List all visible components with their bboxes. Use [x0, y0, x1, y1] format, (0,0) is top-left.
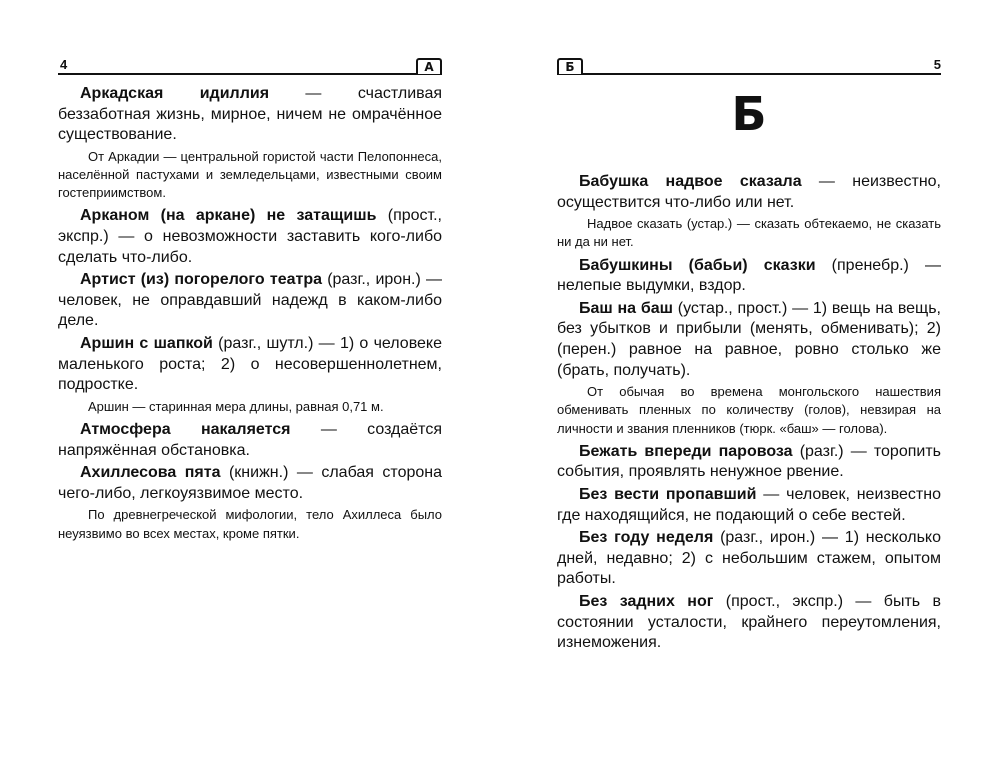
entry-term: Арканом (на аркане) не затащишь: [80, 207, 377, 225]
alphabet-tab: А: [416, 58, 442, 74]
entry-definition: — создаётся напряжённая обстановка.: [58, 420, 442, 459]
left-page: [58, 0, 442, 781]
header-rule: [557, 73, 941, 75]
dictionary-entry: [557, 442, 941, 483]
dictionary-entry: [557, 299, 941, 381]
entry-definition: (разг., ирон.) — человек, не оправдавший надежд в каком-либо деле.: [58, 271, 443, 330]
entry-term: Баш на баш: [579, 299, 673, 317]
dictionary-entry: [557, 528, 941, 590]
entry-definition: (пренебр.) — нелепые выдумки, вздор.: [557, 256, 941, 295]
entry-definition: (разг.) — торопить события, проявлять ненужное рвение.: [557, 442, 941, 481]
entry-term: Без году неделя: [579, 529, 714, 547]
entries-list: [557, 172, 941, 656]
dictionary-entry: [557, 256, 941, 297]
alphabet-tab: Б: [557, 58, 583, 74]
entry-definition: (книжн.) — слабая сторона чего-либо, легкоуязвимое место.: [58, 464, 442, 502]
entry-definition: — неизвестно, осуществится что-либо или нет.: [557, 173, 941, 211]
dictionary-entry: [58, 463, 442, 504]
header-rule: [58, 73, 442, 75]
dictionary-entry: [557, 485, 941, 526]
entry-term: Бежать впереди паровоза: [579, 442, 793, 460]
dictionary-entry: [58, 334, 442, 396]
entry-definition: (устар., прост.) — 1) вещь на вещь, без убытков и прибыли (менять, обменивать); 2) (перен.) равное на равное, ровно столько же (брать, получать).: [557, 299, 941, 379]
entry-definition: — человек, неизвестно где находящийся, не подающий о себе вестей.: [557, 485, 941, 524]
entry-term: Атмосфера накаляется: [80, 420, 291, 438]
entry-term: Бабушкины (бабьи) сказки: [579, 256, 816, 274]
entry-term: Бабушка надвое сказала: [579, 173, 802, 190]
page-header: [58, 58, 442, 74]
entry-definition: (прост., экспр.) — быть в состоянии усталости, крайнего переутомления, изнеможения.: [557, 592, 942, 652]
dictionary-entry: [557, 172, 941, 213]
entry-term: Без вести пропавший: [579, 485, 757, 503]
entry-term: Без задних ног: [579, 592, 714, 610]
entry-term: Аркадская идиллия: [80, 85, 270, 102]
entry-note: Аршин — старинная мера длины, равная 0,71 м.: [88, 398, 384, 414]
right-page: [557, 0, 941, 781]
dictionary-entry: [58, 420, 442, 461]
dictionary-entry: [557, 592, 941, 654]
entry-term: Ахиллесова пята: [80, 464, 221, 482]
entry-term: Аршин с шапкой: [80, 334, 213, 352]
dictionary-entry: [58, 206, 442, 268]
entry-definition: (разг., ирон.) — 1) несколько дней, недавно; 2) с небольшим стажем, опытом работы.: [557, 529, 942, 588]
entry-note: По древнегреческой мифологии, тело Ахиллеса было неуязвимо во всех местах, кроме пятки.: [58, 507, 442, 541]
page-number: 4: [60, 57, 68, 72]
entry-definition: — счастливая беззаботная жизнь, мирное, ничем не омрачённое существование.: [58, 85, 443, 144]
page-number: 5: [933, 57, 941, 72]
section-letter: Б: [731, 87, 767, 141]
entry-term: Артист (из) погорелого театра: [80, 271, 322, 289]
entry-definition: (разг., шутл.) — 1) о человеке маленького роста; 2) о несовершеннолетнем, подростке.: [58, 334, 443, 394]
entry-note: От Аркадии — центральной гористой части Пелопоннеса, населённой пастухами и земледельцами, известными своим гостеприимством.: [58, 148, 442, 201]
entry-note: От обычая во времена монгольского нашествия обменивать пленных по количеству (голов), невзирая на личности и звания пленников (тюрк. «баш» — голова).: [557, 384, 941, 436]
dictionary-entry: [58, 84, 442, 146]
entry-definition: (прост., экспр.) — о невозможности заставить кого-либо сделать что-либо.: [58, 207, 442, 266]
page-header: [557, 58, 941, 74]
entry-note: Надвое сказать (устар.) — сказать обтекаемо, не сказать ни да ни нет.: [557, 216, 941, 250]
dictionary-entry: [58, 270, 442, 332]
entries-list: [58, 84, 442, 547]
